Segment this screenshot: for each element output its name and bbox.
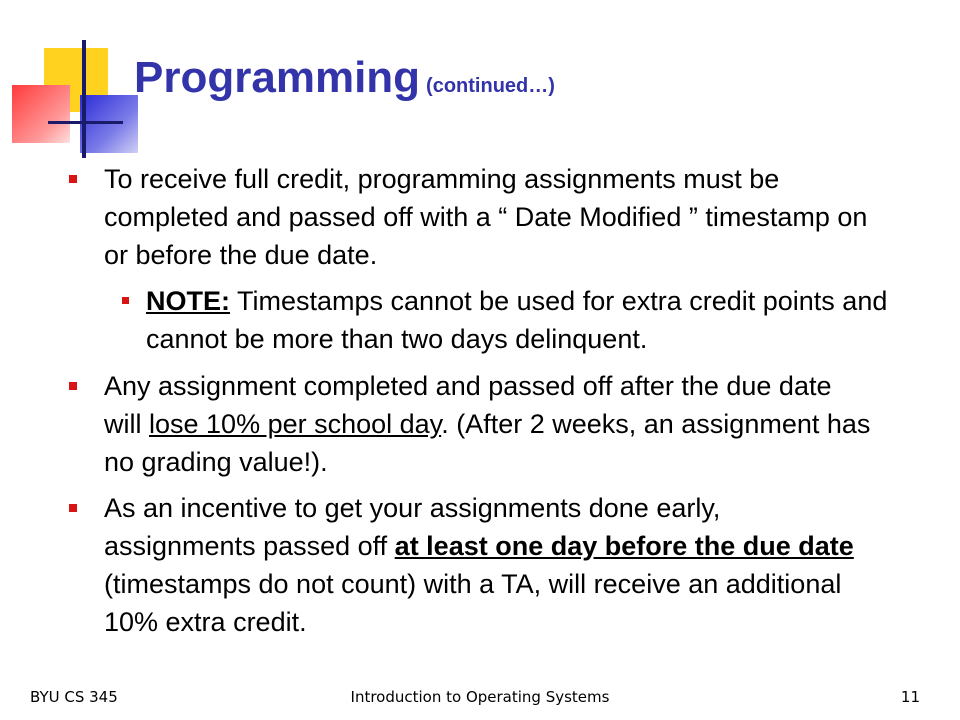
logo-red-square bbox=[12, 85, 70, 143]
slide-title-main: Programming bbox=[134, 53, 421, 102]
note-label: NOTE: bbox=[146, 286, 230, 316]
logo-horizontal-line bbox=[48, 121, 123, 124]
early-emphasis: at least one day before the due date bbox=[394, 531, 854, 561]
bullet-early-incentive bbox=[104, 489, 874, 641]
bullet-text: Any assignment completed and passed off after the due date will bbox=[104, 371, 832, 439]
bullet-text: As an incentive to get your assignments done early, assignments passed off bbox=[104, 493, 721, 561]
bullet-text: To receive full credit, programming assignments must be completed and passed off with a “ Date Modified ” timestamp on or before the due date. bbox=[104, 164, 868, 270]
footer-page-number: 11 bbox=[900, 688, 920, 706]
bullet-text: Timestamps cannot be used for extra credit points and cannot be more than two days delinquent. bbox=[146, 286, 888, 354]
bullet-text-tail: . (After 2 weeks, an assignment has no grading value!). bbox=[104, 409, 871, 477]
bullet-marker bbox=[122, 297, 129, 304]
slide-title bbox=[134, 52, 555, 112]
bullet-marker bbox=[69, 382, 77, 390]
slide-logo bbox=[0, 0, 140, 150]
footer-course: BYU CS 345 bbox=[30, 688, 118, 706]
penalty-emphasis: lose 10% per school day bbox=[149, 409, 442, 439]
bullet-note bbox=[146, 282, 916, 358]
slide-title-sub: (continued…) bbox=[426, 75, 555, 97]
logo-blue-square bbox=[80, 95, 138, 153]
bullet-text-tail: (timestamps do not count) with a TA, will receive an additional 10% extra credit. bbox=[104, 569, 842, 637]
logo-vertical-line bbox=[82, 40, 86, 158]
bullet-marker bbox=[69, 504, 77, 512]
bullet-full-credit bbox=[104, 160, 874, 274]
bullet-marker bbox=[69, 175, 77, 183]
bullet-late-penalty bbox=[104, 367, 874, 481]
footer-title: Introduction to Operating Systems bbox=[350, 688, 610, 706]
